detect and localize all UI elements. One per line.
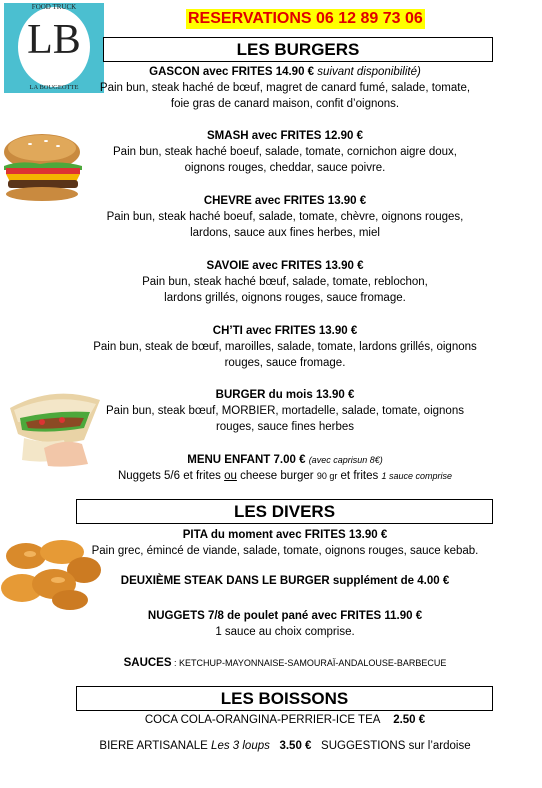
menu-enfant-desc-sauce: 1 sauce comprise (381, 471, 452, 481)
nuggets-name: NUGGETS 7/8 de poulet pané avec FRITES 11.90 € (147, 610, 423, 622)
biere-line (70, 738, 500, 754)
pita-desc: Pain grec, émincé de viande, salade, tomate, oignons rouges, sauce kebab. (91, 545, 479, 557)
burger-chti-desc2: rouges, sauce fromage. (224, 357, 346, 369)
burger-month-desc1: Pain bun, steak bœuf, MORBIER, mortadelle, salade, tomate, oignons (106, 405, 464, 417)
burger-chevre-desc2: lardons, sauce aux fines herbes, miel (190, 227, 380, 239)
menu-enfant-note: (avec caprisun 8€) (308, 455, 383, 465)
burger-chti-name: CH’TI avec FRITES 13.90 € (212, 325, 358, 337)
softs-price: 2.50 € (393, 714, 426, 726)
suggestions: SUGGESTIONS sur l’ardoise (321, 740, 471, 752)
burger-gascon-desc1: Pain bun, steak haché de bœuf, magret de canard fumé, salade, tomate, (99, 82, 471, 94)
menu-enfant-name: MENU ENFANT 7.00 € (187, 454, 306, 466)
burger-gascon-note: suivant disponibilité) (317, 66, 421, 78)
biere-brand: Les 3 loups (211, 740, 270, 752)
sauces-label: SAUCES (123, 657, 172, 669)
burger-savoie-name: SAVOIE avec FRITES 13.90 € (206, 260, 364, 272)
burger-gascon-name: GASCON avec FRITES 14.90 € (149, 66, 315, 78)
menu-enfant-desc-ou: ou (224, 470, 237, 482)
section-title-boissons: LES BOISSONS (76, 686, 493, 711)
menu-enfant-title (70, 452, 500, 468)
biere-label: BIERE ARTISANALE (99, 740, 212, 752)
menu-enfant-desc (70, 468, 500, 484)
sauces-list: : KETCHUP-MAYONNAISE-SAMOURAÏ-ANDALOUSE-BARBECUE (171, 658, 447, 668)
menu-enfant-desc-b: cheese burger (236, 470, 317, 482)
section-title-burgers: LES BURGERS (103, 37, 493, 62)
logo-top-text: FOOD TRUCK (31, 3, 77, 11)
second-steak: DEUXIÈME STEAK DANS LE BURGER supplément de 4.00 € (120, 575, 450, 587)
menu-enfant-desc-gr: 90 gr (316, 471, 338, 481)
burger-gascon-desc2: foie gras de canard maison, confit d’oignons. (170, 98, 400, 110)
burger-smash-name: SMASH avec FRITES 12.90 € (207, 130, 363, 142)
pita-name: PITA du moment avec FRITES 13.90 € (182, 529, 388, 541)
burger-gascon (70, 64, 500, 80)
burger-chti-desc1: Pain bun, steak de bœuf, maroilles, salade, tomate, lardons grillés, oignons (93, 341, 477, 353)
menu-enfant-desc-c: et frites (337, 470, 382, 482)
burger-smash-desc2: oignons rouges, cheddar, sauce poivre. (184, 162, 386, 174)
menu-enfant-desc-a: Nuggets 5/6 et frites (117, 470, 225, 482)
logo-monogram: LB (27, 17, 81, 63)
burger-month-desc2: rouges, sauce fines herbes (215, 421, 355, 433)
biere-price: 3.50 € (279, 740, 312, 752)
burger-chevre-desc1: Pain bun, steak haché boeuf, salade, tomate, chèvre, oignons rouges, (106, 211, 464, 223)
sauces-line (70, 655, 500, 671)
burger-chevre-name: CHEVRE avec FRITES 13.90 € (203, 195, 367, 207)
burger-savoie-desc1: Pain bun, steak haché bœuf, salade, tomate, reblochon, (142, 276, 428, 288)
burger-savoie-desc2: lardons grillés, oignons rouges, sauce fromage. (164, 292, 406, 304)
nuggets-desc: 1 sauce au choix comprise. (215, 626, 355, 638)
section-title-divers: LES DIVERS (76, 499, 493, 524)
burger-smash-desc1: Pain bun, steak haché boeuf, salade, tomate, cornichon aigre doux, (113, 146, 457, 158)
softs-list: COCA COLA-ORANGINA-PERRIER-ICE TEA (144, 714, 381, 726)
burger-month-name: BURGER du mois 13.90 € (215, 389, 355, 401)
softs-line (70, 712, 500, 728)
logo-bottom-text: LA BOUGEOTTE (29, 84, 79, 91)
reservation-banner: RESERVATIONS 06 12 89 73 06 (188, 10, 423, 27)
